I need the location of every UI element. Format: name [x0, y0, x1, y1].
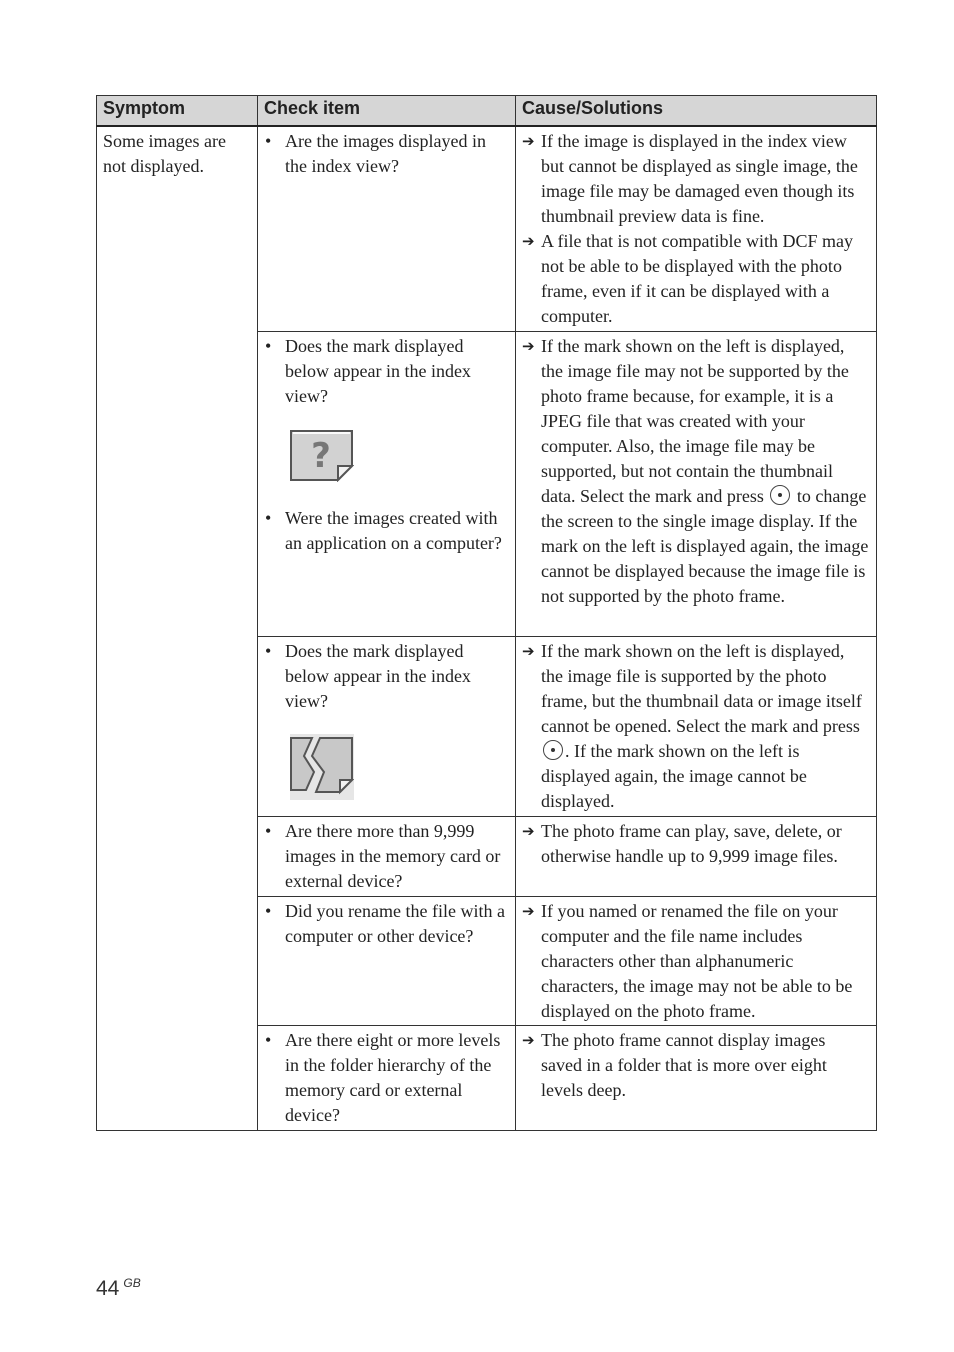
check-cell	[258, 896, 516, 1025]
check-bullet: • Did you rename the file with a computer or other device?	[264, 899, 509, 949]
cause-item	[522, 334, 870, 609]
check-text: Does the mark displayed below appear in the index view?	[285, 640, 471, 711]
cause-text: If the image is displayed in the index view but cannot be displayed as single image, the image file may be damaged even though its thumbnail preview data is fine.	[541, 131, 858, 226]
check-bullet: • Does the mark displayed below appear in the index view?	[264, 334, 509, 409]
arrow-icon: ➔	[522, 821, 535, 840]
enter-button-icon	[543, 740, 563, 760]
cause-cell	[516, 331, 877, 636]
cause-item	[522, 819, 870, 869]
check-bullet: • Are there eight or more levels in the folder hierarchy of the memory card or external device?	[264, 1028, 509, 1128]
table-header-row	[97, 96, 877, 127]
cause-text: to change the screen to the single image display. If the mark on the left is displayed again, the image cannot be displayed because the image file is not supported by the photo frame.	[541, 485, 869, 606]
check-text: Did you rename the file with a computer or other device?	[285, 900, 505, 946]
cause-text: The photo frame can play, save, delete, or otherwise handle up to 9,999 image files.	[541, 820, 842, 866]
broken-file-icon	[290, 734, 354, 800]
cause-item	[522, 229, 870, 329]
header-symptom: Symptom	[97, 96, 258, 127]
header-cause-solutions: Cause/Solutions	[516, 96, 877, 127]
arrow-icon: ➔	[522, 232, 535, 250]
cause-text: The photo frame cannot display images saved in a folder that is more over eight levels deep.	[541, 1029, 827, 1100]
cause-item	[522, 129, 870, 229]
check-text: Are there more than 9,999 images in the memory card or external device?	[285, 820, 501, 891]
cause-item	[522, 639, 870, 814]
check-bullet: • Are there more than 9,999 images in the memory card or external device?	[264, 819, 509, 894]
cause-text: If you named or renamed the file on your computer and the file name includes characters other than alphanumeric characters, the image may not be able to be displayed on the photo frame.	[541, 900, 853, 1021]
check-text: Are there eight or more levels in the folder hierarchy of the memory card or external device?	[285, 1029, 501, 1125]
cause-text: . If the mark shown on the left is displayed again, the image cannot be displayed.	[541, 740, 807, 811]
cause-text: A file that is not compatible with DCF may not be able to be displayed with the photo frame, even if it can be displayed with a computer.	[541, 231, 853, 326]
check-cell	[258, 1025, 516, 1130]
region-code: GB	[123, 1276, 141, 1290]
table-row	[97, 126, 877, 331]
check-text: Are the images displayed in the index view?	[285, 131, 486, 176]
header-check-item: Check item	[258, 96, 516, 127]
symptom-text: Some images are not displayed.	[103, 131, 226, 176]
check-text: Does the mark displayed below appear in the index view?	[285, 335, 471, 406]
cause-item	[522, 1028, 870, 1103]
cause-cell	[516, 896, 877, 1025]
arrow-icon: ➔	[522, 641, 535, 660]
cause-cell	[516, 816, 877, 896]
unknown-file-question-mark-icon	[290, 430, 354, 482]
cause-text: If the mark shown on the left is displayed, the image file is supported by the photo frame, but the thumbnail data or image itself cannot be opened. Select the mark and press	[541, 640, 862, 736]
arrow-icon: ➔	[522, 901, 535, 920]
check-cell	[258, 126, 516, 331]
page-number: 44	[96, 1277, 120, 1300]
check-cell	[258, 636, 516, 816]
check-text: Were the images created with an application on a computer?	[285, 507, 502, 553]
cause-cell	[516, 126, 877, 331]
symptom-cell	[97, 126, 258, 1130]
enter-button-icon	[770, 485, 790, 505]
check-bullet: • Does the mark displayed below appear in the index view?	[264, 639, 509, 714]
cause-cell	[516, 636, 877, 816]
cause-item	[522, 899, 870, 1024]
check-bullet: • Were the images created with an application on a computer?	[264, 506, 509, 556]
check-bullet: • Are the images displayed in the index view?	[264, 129, 509, 179]
arrow-icon: ➔	[522, 132, 535, 150]
cause-text: If the mark shown on the left is displayed, the image file may not be supported by the photo frame because, for example, it is a JPEG file that was created with your computer. Also, the image file may be supported, but not contain the thumbnail data. Select the mark and press	[541, 335, 849, 506]
arrow-icon: ➔	[522, 1030, 535, 1049]
check-cell	[258, 331, 516, 636]
check-cell	[258, 816, 516, 896]
svg-text:?: ?	[311, 435, 331, 476]
arrow-icon: ➔	[522, 336, 535, 355]
troubleshooting-table	[96, 95, 877, 1131]
page-footer	[96, 1276, 141, 1301]
cause-cell	[516, 1025, 877, 1130]
